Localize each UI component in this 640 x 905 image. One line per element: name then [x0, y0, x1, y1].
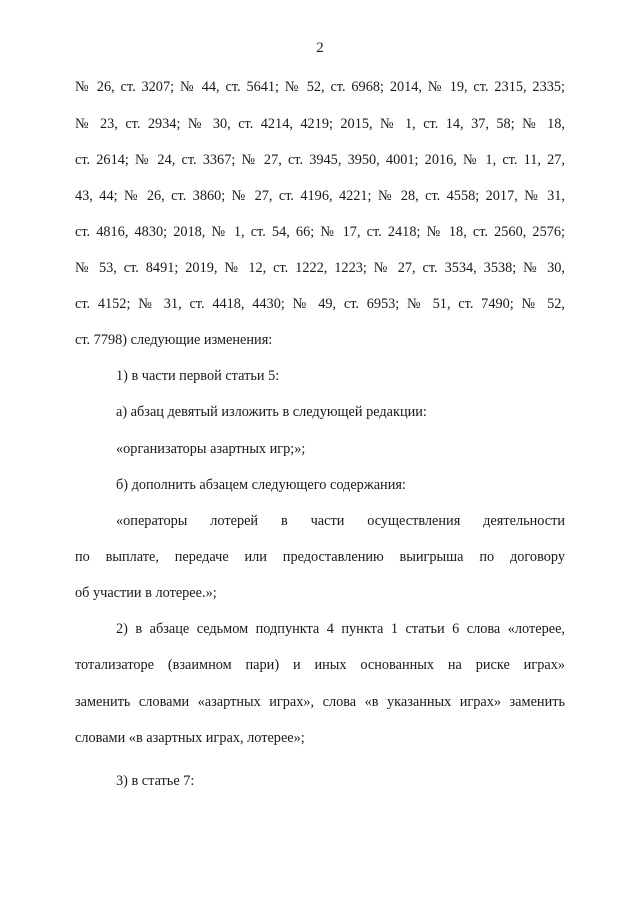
text-line: ст. 4816, 4830; 2018, № 1, ст. 54, 66; № 17, ст. 2418; № 18, ст. 2560, 2576; [75, 224, 565, 240]
text-line: об участии в лотерее.»; [75, 585, 217, 601]
text-line: б) дополнить абзацем следующего содержания: [116, 477, 406, 493]
text-line: тотализаторе (взаимном пари) и иных основанных на риске играх» [75, 657, 565, 673]
text-line: № 53, ст. 8491; 2019, № 12, ст. 1222, 1223; № 27, ст. 3534, 3538; № 30, [75, 260, 565, 276]
text-line: «организаторы азартных игр;»; [116, 441, 306, 457]
text-line: ст. 4152; № 31, ст. 4418, 4430; № 49, ст. 6953; № 51, ст. 7490; № 52, [75, 296, 565, 312]
text-line: словами «в азартных играх, лотерее»; [75, 730, 305, 746]
text-line: ст. 7798) следующие изменения: [75, 332, 273, 348]
page-number: 2 [316, 40, 324, 56]
text-line: 43, 44; № 26, ст. 3860; № 27, ст. 4196, 4221; № 28, ст. 4558; 2017, № 31, [75, 188, 565, 204]
text-line: 1) в части первой статьи 5: [116, 368, 280, 384]
text-line: «операторы лотерей в части осуществления деятельности [116, 513, 565, 529]
text-line: а) абзац девятый изложить в следующей редакции: [116, 404, 427, 420]
text-line: № 26, ст. 3207; № 44, ст. 5641; № 52, ст. 6968; 2014, № 19, ст. 2315, 2335; [75, 79, 565, 95]
text-line: 3) в статье 7: [116, 773, 195, 789]
text-line: № 23, ст. 2934; № 30, ст. 4214, 4219; 2015, № 1, ст. 14, 37, 58; № 18, [75, 116, 565, 132]
text-line: ст. 2614; № 24, ст. 3367; № 27, ст. 3945, 3950, 4001; 2016, № 1, ст. 11, 27, [75, 152, 565, 168]
text-line: по выплате, передаче или предоставлению выигрыша по договору [75, 549, 565, 565]
text-line: 2) в абзаце седьмом подпункта 4 пункта 1 статьи 6 слова «лотерее, [116, 621, 565, 637]
text-line: заменить словами «азартных играх», слова «в указанных играх» заменить [75, 694, 565, 710]
